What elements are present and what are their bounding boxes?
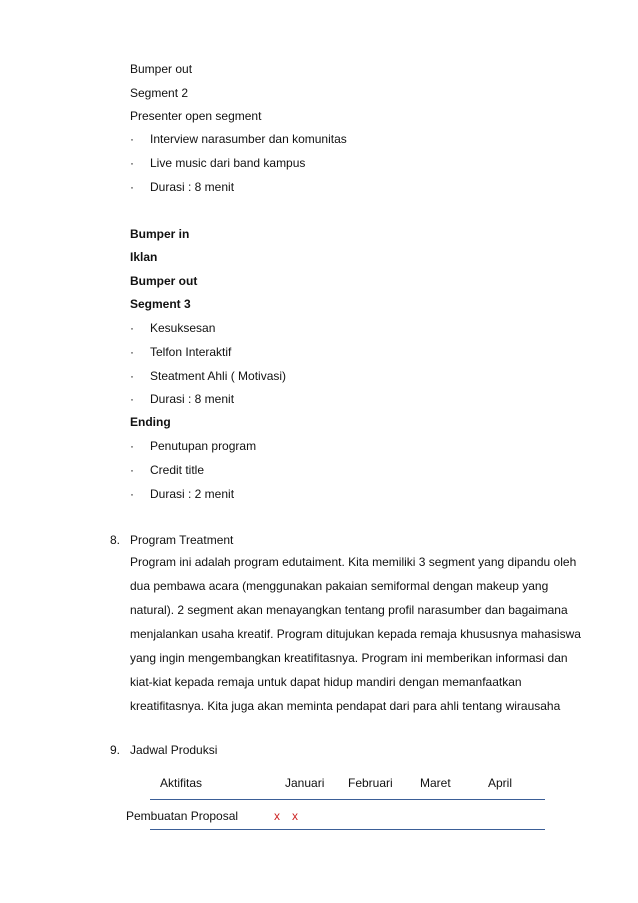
- bullet-marker: ·: [130, 132, 134, 146]
- segment3-bullet-item: Telfon Interaktif: [150, 345, 232, 359]
- schedule-table-header: [0, 776, 638, 792]
- header-januari: Januari: [285, 776, 325, 790]
- line-segment-3: Segment 3: [130, 297, 191, 311]
- section-8-title: Program Treatment: [130, 533, 234, 547]
- bullet-marker: ·: [130, 463, 134, 477]
- bullet-marker: ·: [130, 487, 134, 501]
- paragraph-line: natural). 2 segment akan menayangkan tentang profil narasumber dan bagaimana: [130, 603, 568, 617]
- bullet-marker: ·: [130, 345, 134, 359]
- line-segment-2: Segment 2: [130, 86, 189, 100]
- paragraph-line: kiat-kiat kepada remaja untuk dapat hidup mandiri dengan memanfaatkan: [130, 675, 522, 689]
- section-8-number: 8.: [110, 533, 121, 547]
- header-februari: Februari: [348, 776, 393, 790]
- paragraph-line: yang ingin mengembangkan kreatifitasnya. Program ini memberikan informasi dan: [130, 651, 568, 665]
- line-ending: Ending: [130, 415, 171, 429]
- schedule-mark: x: [274, 809, 280, 823]
- section-8-paragraph: [130, 555, 590, 723]
- schedule-mark: x: [292, 809, 298, 823]
- header-maret: Maret: [420, 776, 451, 790]
- header-aktifitas: Aktifitas: [160, 776, 203, 790]
- line-bumper-out-bold: Bumper out: [130, 274, 198, 288]
- table-row: [0, 809, 638, 825]
- ending-bullet-item: Penutupan program: [150, 439, 257, 453]
- bullet-marker: ·: [130, 156, 134, 170]
- ending-bullet-item: Credit title: [150, 463, 205, 477]
- ending-bullet-item: Durasi : 2 menit: [150, 487, 235, 501]
- bullet-marker: ·: [130, 439, 134, 453]
- bullet-marker: ·: [130, 369, 134, 383]
- line-bumper-out: Bumper out: [130, 62, 193, 76]
- line-bumper-in: Bumper in: [130, 227, 190, 241]
- paragraph-line: dua pembawa acara (menggunakan pakaian semiformal dengan makeup yang: [130, 579, 549, 593]
- line-presenter-open: Presenter open segment: [130, 109, 262, 123]
- section-9-number: 9.: [110, 743, 121, 757]
- segment2-bullet-item: Interview narasumber dan komunitas: [150, 132, 347, 146]
- segment2-bullet-item: Durasi : 8 menit: [150, 180, 235, 194]
- paragraph-line: menjalankan usaha kreatif. Program ditujukan kepada remaja khususnya mahasiswa: [130, 627, 581, 641]
- line-iklan: Iklan: [130, 250, 158, 264]
- segment2-bullet-item: Live music dari band kampus: [150, 156, 306, 170]
- segment3-bullet-item: Steatment Ahli ( Motivasi): [150, 369, 287, 383]
- paragraph-line: kreatifitasnya. Kita juga akan meminta pendapat dari para ahli tentang wirausaha: [130, 699, 561, 713]
- paragraph-line: Program ini adalah program edutaiment. Kita memiliki 3 segment yang dipandu oleh: [130, 555, 577, 569]
- section-9-title: Jadwal Produksi: [130, 743, 218, 757]
- header-april: April: [488, 776, 513, 790]
- bullet-marker: ·: [130, 392, 134, 406]
- bullet-marker: ·: [130, 321, 134, 335]
- segment3-bullet-item: Kesuksesan: [150, 321, 216, 335]
- table-rule-top: [150, 799, 545, 800]
- row-activity: Pembuatan Proposal: [126, 809, 239, 823]
- segment3-bullet-item: Durasi : 8 menit: [150, 392, 235, 406]
- table-rule-bottom: [150, 829, 545, 830]
- bullet-marker: ·: [130, 180, 134, 194]
